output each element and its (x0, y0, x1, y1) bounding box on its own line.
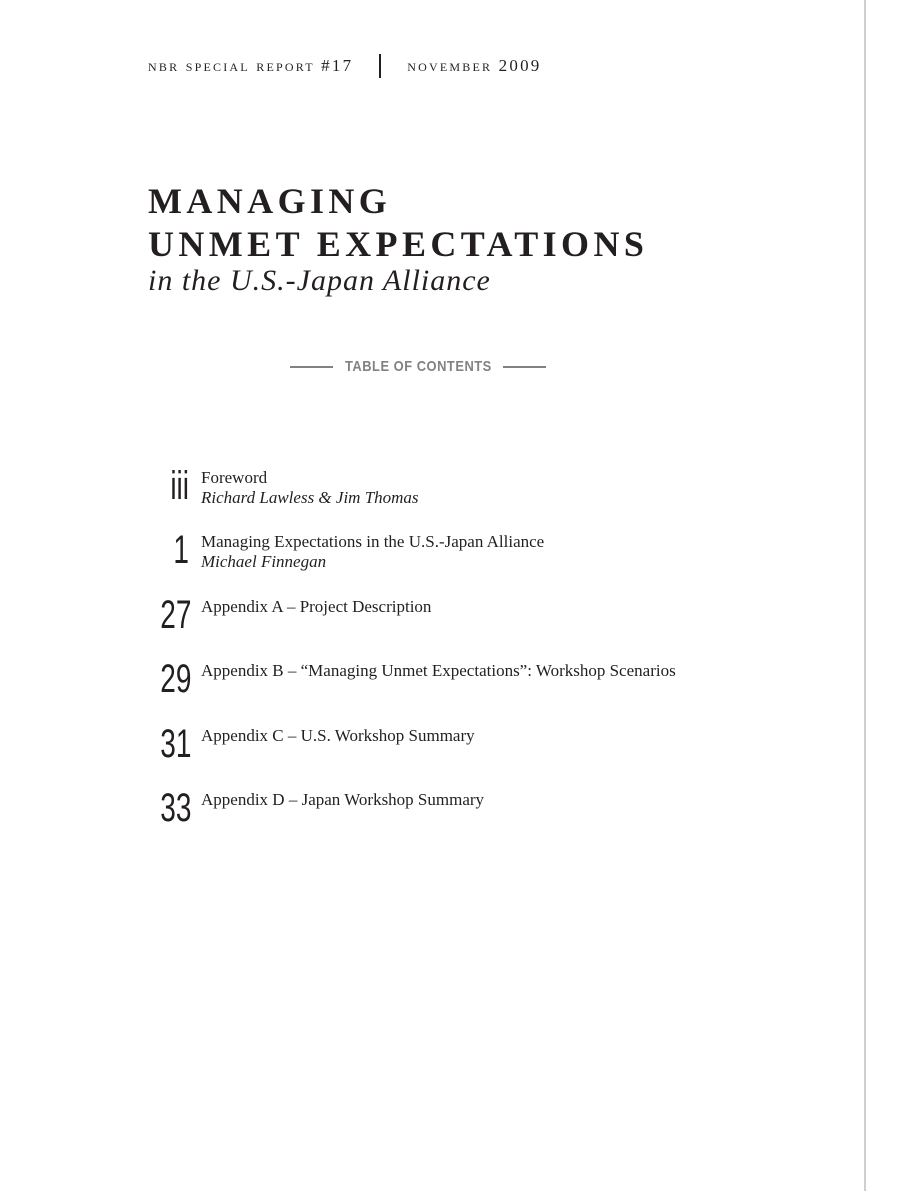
toc-page-number: 27 (160, 593, 192, 637)
toc-entry-title: Appendix B – “Managing Unmet Expectations”: Workshop Scenarios (201, 661, 676, 680)
toc-heading (290, 358, 546, 375)
toc-entry-title: Appendix C – U.S. Workshop Summary (201, 726, 475, 745)
toc-heading-label: TABLE OF CONTENTS (344, 358, 492, 375)
toc-entry-title: Appendix D – Japan Workshop Summary (201, 790, 485, 809)
toc-page-number: 29 (160, 657, 192, 701)
toc-entry-title: Managing Expectations in the U.S.-Japan Alliance (201, 532, 545, 551)
toc-heading-rule-left (290, 366, 333, 368)
toc-page-number: 33 (160, 786, 192, 830)
toc-entry-foreword[interactable] (148, 464, 788, 528)
header-divider (379, 54, 381, 78)
report-title (148, 180, 648, 266)
toc-entry-appendix-a[interactable] (148, 593, 788, 657)
toc-entry-appendix-c[interactable] (148, 722, 788, 786)
toc-page-number: iii (170, 464, 189, 508)
title-line-2: UNMET EXPECTATIONS (148, 224, 649, 264)
toc-entry-title: Appendix A – Project Description (201, 597, 432, 616)
report-series: nbr special report #17 (148, 56, 354, 75)
toc-entry-main-essay[interactable] (148, 528, 788, 592)
toc-heading-rule-right (503, 366, 546, 368)
toc-entry-author: Richard Lawless & Jim Thomas (201, 488, 419, 507)
toc-entry-title: Foreword (201, 468, 268, 487)
report-subtitle: in the U.S.-Japan Alliance (148, 264, 491, 297)
toc-entry-appendix-d[interactable] (148, 786, 788, 850)
page-edge-divider (864, 0, 866, 1191)
toc-entry-author: Michael Finnegan (201, 552, 327, 571)
report-header (148, 54, 541, 78)
report-date: november 2009 (407, 56, 542, 75)
title-line-1: MANAGING (148, 181, 392, 221)
toc-page-number: 1 (173, 528, 189, 572)
toc-entry-appendix-b[interactable] (148, 657, 788, 721)
toc-page-number: 31 (160, 722, 192, 766)
